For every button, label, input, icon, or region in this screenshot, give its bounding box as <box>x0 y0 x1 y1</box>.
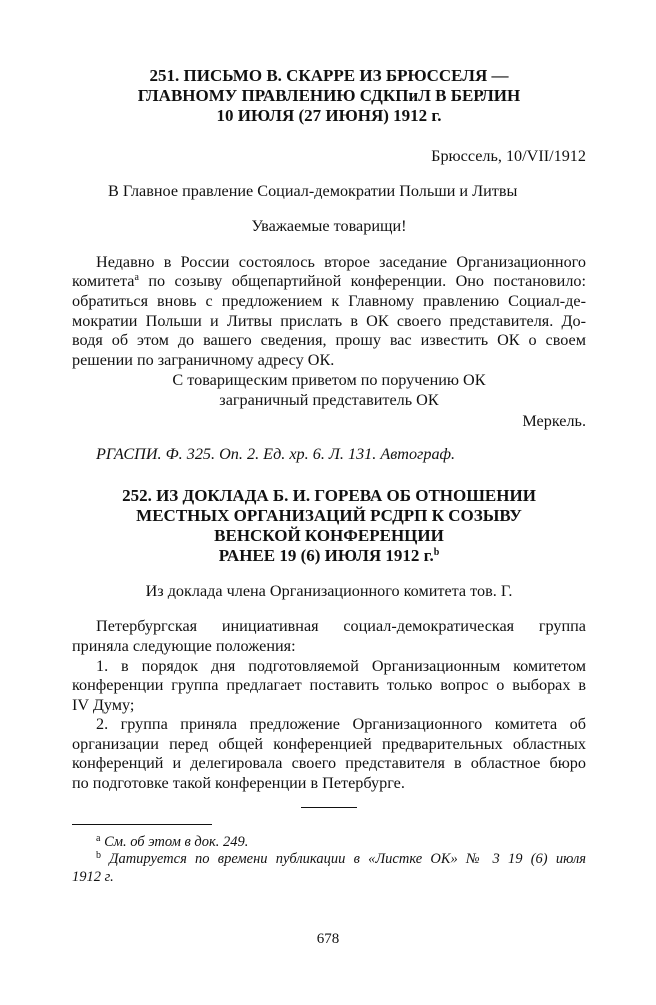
doc252-heading-line: 252. ИЗ ДОКЛАДА Б. И. ГОРЕВА ОБ ОТНОШЕНИИ <box>122 485 536 505</box>
body-line: решении по заграничному адресу ОК. <box>72 350 335 369</box>
doc252-heading-line <box>72 546 586 566</box>
body-line: обратиться вновь с предложением к Главному правлению Социал-де- <box>72 291 586 310</box>
body-line: Петербургская инициативная социал-демократическая группа <box>96 617 586 636</box>
page-content <box>72 58 586 886</box>
footnote-ref-a: a <box>134 272 139 284</box>
doc251-heading <box>72 66 586 126</box>
heading-date: РАНЕЕ 19 (6) ИЮЛЯ 1912 г. <box>218 545 434 565</box>
body-line: конференций и делегировала своего представителя в областное бюро <box>72 754 586 773</box>
footnotes <box>72 834 586 887</box>
doc251-body <box>72 253 586 371</box>
footnote-text: Датируется по времени публикации в «Листке ОК» № 3 19 (6) июля <box>109 851 587 868</box>
footnote-line: 1912 г. <box>72 868 114 885</box>
footnote-ref-b: b <box>433 546 440 558</box>
body-line: по подготовке такой конференции в Петербурге. <box>72 774 405 793</box>
doc252-subtitle: Из доклада члена Организационного комитета тов. Г. <box>145 581 513 600</box>
closing-line: заграничный представитель ОК <box>219 390 439 409</box>
body-line: водя об этом до вашего сведения, прошу вас известить ОК о своем <box>72 331 586 350</box>
doc252-paragraph <box>72 617 586 656</box>
body-line: приняла следующие положения: <box>72 636 296 655</box>
page-number: 678 <box>316 931 340 947</box>
doc251-heading-line: 10 ИЮЛЯ (27 ИЮНЯ) 1912 г. <box>216 106 442 125</box>
closing-line: С товарищеским приветом по поручению ОК <box>172 371 486 390</box>
closing <box>72 371 586 410</box>
body-text: комитета <box>72 272 135 291</box>
doc252-paragraph <box>72 657 586 716</box>
body-line: 2. группа приняла предложение Организационного комитета об <box>96 715 586 734</box>
body-line: 1. в порядок дня подготовляемой Организационным комитетом <box>96 656 586 675</box>
doc252-paragraph <box>72 715 586 793</box>
body-line: мократии Польши и Литвы прислать в ОК своего представителя. До- <box>72 311 586 330</box>
salutation: Уважаемые товарищи! <box>251 217 407 236</box>
footnote-b <box>72 851 586 886</box>
doc252-heading-line: ВЕНСКОЙ КОНФЕРЕНЦИИ <box>214 525 444 545</box>
body-line: IV Думу; <box>72 695 135 714</box>
doc251-heading-line: ГЛАВНОМУ ПРАВЛЕНИЮ СДКПиЛ В БЕРЛИН <box>137 86 521 105</box>
body-text: по созыву общепартийной конференции. Оно постановило: <box>138 272 586 291</box>
doc251-heading-line: 251. ПИСЬМО В. СКАРРЕ ИЗ БРЮССЕЛЯ — <box>149 66 509 85</box>
place-date: Брюссель, 10/VII/1912 <box>431 147 586 165</box>
body-line <box>72 272 586 292</box>
doc252-heading-line: МЕСТНЫХ ОРГАНИЗАЦИЙ РСДРП К СОЗЫВУ <box>136 505 522 525</box>
end-rule <box>301 807 357 808</box>
body-line: Недавно в России состоялось второе заседание Организационного <box>96 252 586 271</box>
footnote-mark: a <box>96 832 101 844</box>
archival-source: РГАСПИ. Ф. 325. Оп. 2. Ед. хр. 6. Л. 131. Автограф. <box>96 445 456 464</box>
footnote-a <box>72 834 586 852</box>
footnote-line <box>72 851 586 869</box>
addressee: В Главное правление Социал-демократии Польши и Литвы <box>108 181 518 200</box>
footnote-mark: b <box>96 850 101 862</box>
doc252-heading <box>72 486 586 566</box>
body-line: организации перед общей конференцией предварительных областных <box>72 734 586 753</box>
body-line: конференции группа предлагает поставить только вопрос о выборах в <box>72 676 586 695</box>
footnote-separator <box>72 824 212 825</box>
signature: Меркель. <box>522 411 586 430</box>
footnote-text: См. об этом в док. 249. <box>104 833 249 850</box>
